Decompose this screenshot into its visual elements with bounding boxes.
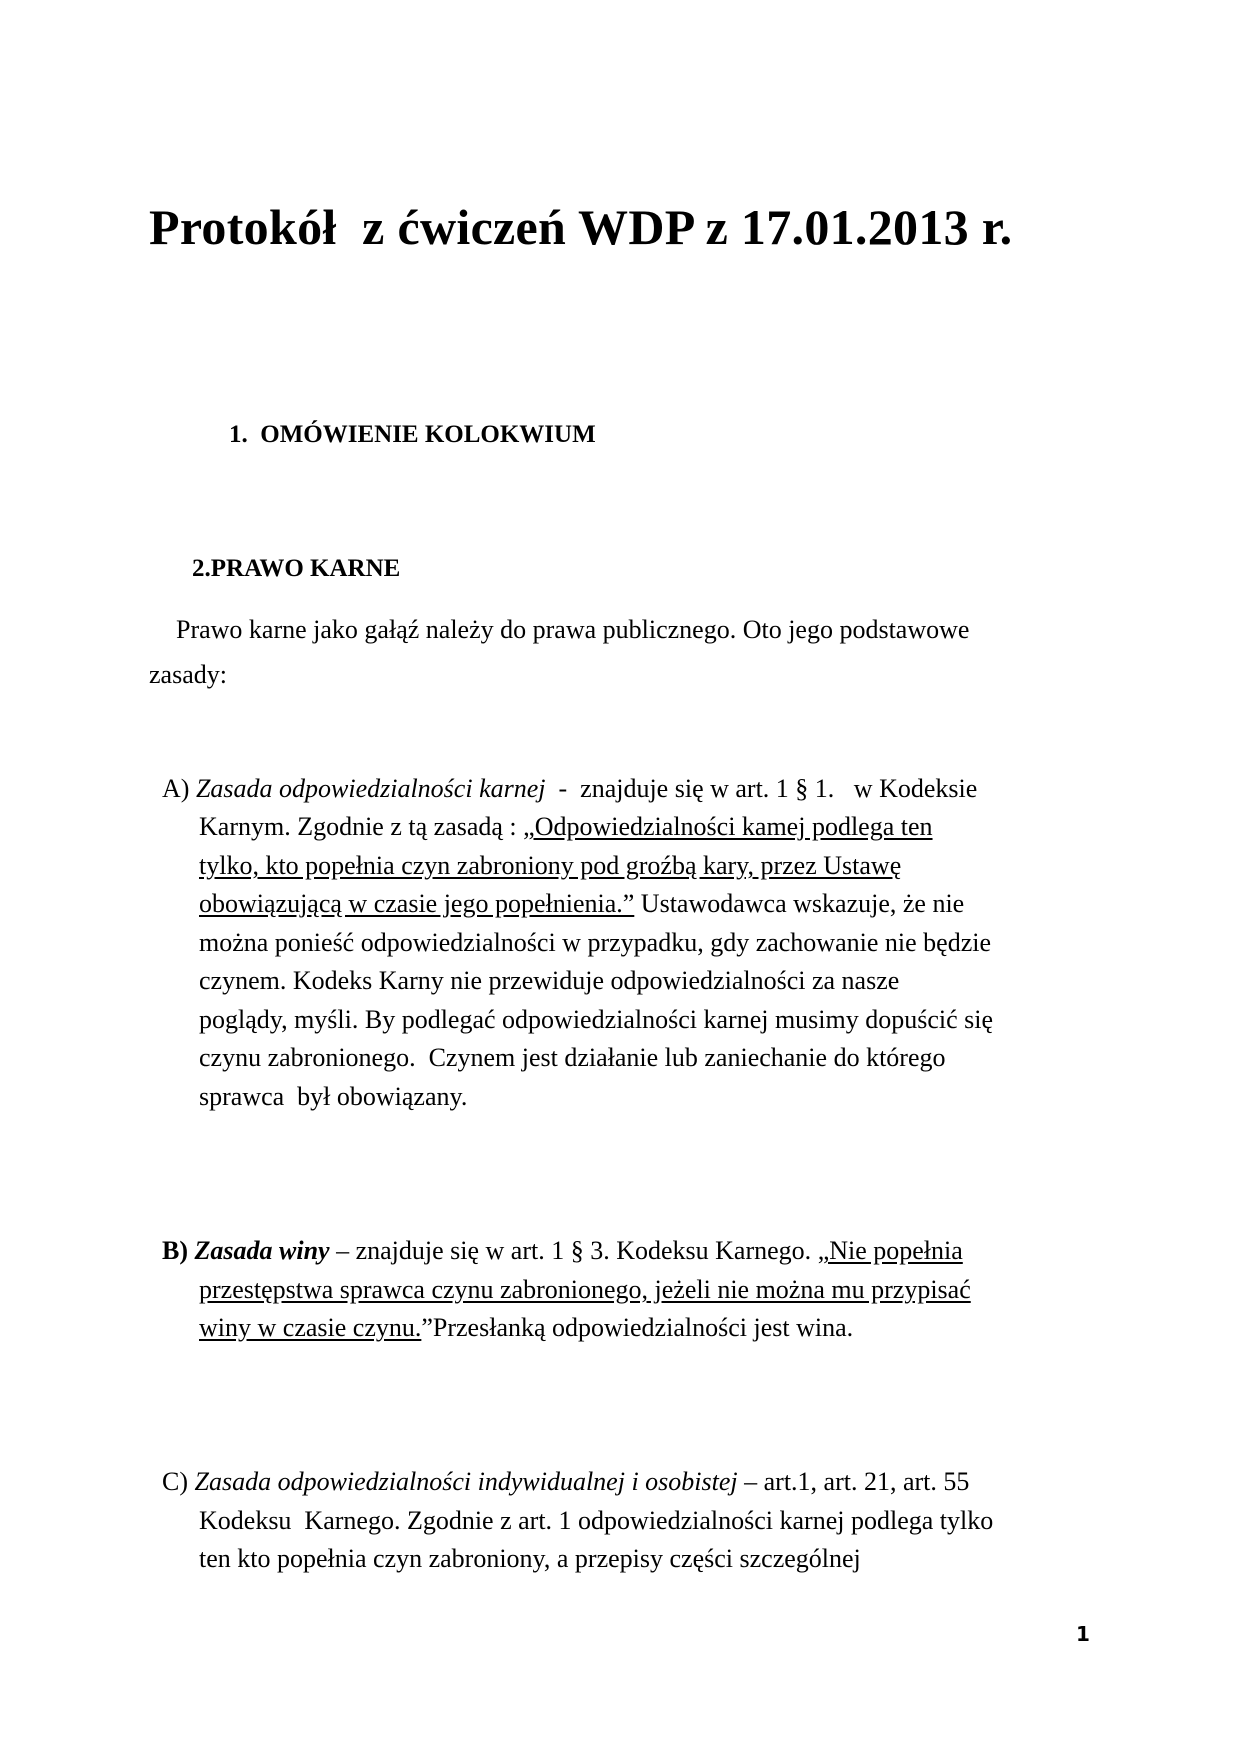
page-number: 1 — [1076, 1622, 1090, 1646]
document-title: Protokół z ćwiczeń WDP z 17.01.2013 r. — [149, 199, 1013, 255]
principle-a-line: poglądy, myśli. By podlegać odpowiedzialności karnej musimy dopuścić się — [199, 1005, 994, 1034]
principle-c-name: Zasada odpowiedzialności indywidualnej i osobistej — [194, 1467, 738, 1496]
intro-line-2: zasady: — [149, 660, 227, 689]
principle-a-line — [199, 885, 964, 924]
principle-a-line: czynu zabronionego. Czynem jest działanie lub zaniechanie do którego — [199, 1043, 946, 1072]
section-heading-2: 2.PRAWO KARNE — [192, 555, 401, 582]
text: Karnym. Zgodnie z tą zasadą : — [199, 812, 524, 841]
quote: przestępstwa sprawca czynu zabronionego, jeżeli nie można mu przypisać — [199, 1275, 971, 1304]
principle-a-line — [162, 770, 977, 809]
intro-line-1: Prawo karne jako gałąź należy do prawa publicznego. Oto jego podstawowe — [176, 615, 970, 644]
principle-b-line — [162, 1232, 963, 1271]
quote: „Nie popełnia — [817, 1236, 963, 1265]
quote: „Odpowiedzialności kamej podlega ten — [523, 812, 933, 841]
principle-a-line: czynem. Kodeks Karny nie przewiduje odpowiedzialności za nasze — [199, 966, 900, 995]
quote: obowiązującą w czasie jego popełnienia.” — [199, 889, 635, 918]
quote: winy w czasie czynu. — [199, 1313, 422, 1342]
quote: tylko, kto popełnia czyn zabroniony pod groźbą kary, przez Ustawę — [199, 851, 902, 880]
principle-a-name: Zasada odpowiedzialności karnej — [195, 774, 546, 803]
principle-c-line: Kodeksu Karnego. Zgodnie z art. 1 odpowiedzialności karnej podlega tylko — [199, 1506, 994, 1535]
principle-b-name: Zasada winy — [194, 1236, 330, 1265]
principle-a-line: można ponieść odpowiedzialności w przypadku, gdy zachowanie nie będzie — [199, 928, 991, 957]
text: – art.1, art. 21, art. 55 — [737, 1467, 970, 1496]
principle-a-line — [199, 808, 933, 847]
principle-a-label: A) — [162, 774, 190, 803]
text: – znajduje się w art. 1 § 3. Kodeksu Karnego. — [329, 1236, 818, 1265]
principle-a-line: sprawca był obowiązany. — [199, 1082, 468, 1111]
principle-b-label: B) — [162, 1236, 188, 1265]
principle-c-label: C) — [162, 1467, 188, 1496]
text: ”Przesłanką odpowiedzialności jest wina. — [421, 1313, 854, 1342]
principle-c-line — [162, 1463, 969, 1502]
principle-c-line: ten kto popełnia czyn zabroniony, a przepisy części szczególnej — [199, 1544, 861, 1573]
text: - znajduje się w art. 1 § 1. w Kodeksie — [545, 774, 978, 803]
principle-b-line — [199, 1309, 853, 1348]
text: Ustawodawca wskazuje, że nie — [634, 889, 965, 918]
section-heading-1: 1. OMÓWIENIE KOLOKWIUM — [229, 421, 596, 448]
